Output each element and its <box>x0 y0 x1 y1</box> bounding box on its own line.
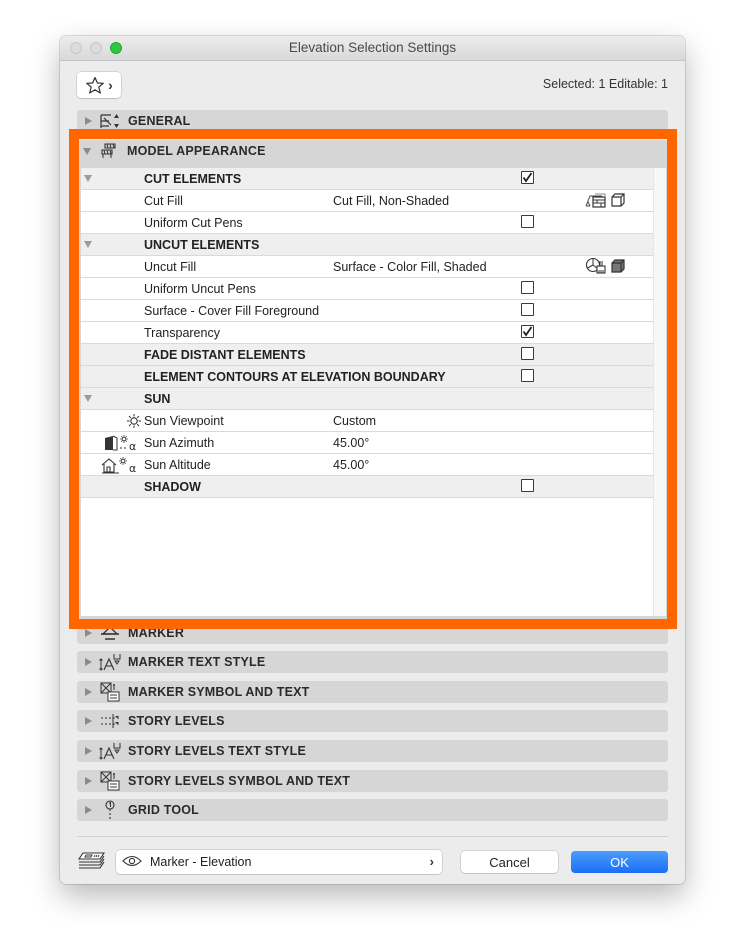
eye-icon <box>122 855 142 870</box>
sun-icon <box>101 411 143 431</box>
row-label: Sun Altitude <box>144 457 211 472</box>
tree-row-sun-azimuth[interactable] <box>81 432 653 454</box>
tree-row-cut-fill[interactable] <box>81 190 653 212</box>
tree-row-surface-cover-fill[interactable] <box>81 300 653 322</box>
panel-label: MARKER SYMBOL AND TEXT <box>128 685 310 699</box>
panel-label: GRID TOOL <box>128 803 200 817</box>
surface-color-fill-icon <box>585 257 607 277</box>
shaded-cube-icon <box>610 258 626 277</box>
row-value: Cut Fill, Non-Shaded <box>333 193 450 208</box>
panel-marker[interactable] <box>77 622 668 644</box>
tree-row-sun-altitude[interactable] <box>81 454 653 476</box>
collapse-triangle-icon <box>83 148 91 155</box>
panel-story-levels[interactable] <box>77 710 668 732</box>
panel-story-levels-symbol-and-text[interactable] <box>77 770 668 792</box>
symbol-text-icon <box>98 682 122 702</box>
svg-text:α: α <box>129 461 137 474</box>
shadow-checkbox[interactable] <box>521 479 534 492</box>
footer-divider <box>77 836 668 837</box>
surface-cover-fill-checkbox[interactable] <box>521 303 534 316</box>
panel-label: STORY LEVELS <box>128 714 225 728</box>
ok-button[interactable]: OK <box>571 851 668 873</box>
tree-group-uncut-elements[interactable] <box>81 234 653 256</box>
cancel-button[interactable]: Cancel <box>461 851 558 873</box>
expand-triangle-icon <box>85 806 92 814</box>
uniform-cut-pens-checkbox[interactable] <box>521 215 534 228</box>
collapse-triangle-icon[interactable] <box>84 175 92 182</box>
row-label: Uniform Cut Pens <box>144 215 243 230</box>
panel-grid-tool[interactable] <box>77 799 668 821</box>
row-label: ELEMENT CONTOURS AT ELEVATION BOUNDARY <box>144 369 446 384</box>
row-label: Sun Azimuth <box>144 435 215 450</box>
title-bar <box>60 36 685 61</box>
row-value[interactable]: Custom <box>333 413 377 428</box>
marker-icon <box>98 623 122 643</box>
row-label: FADE DISTANT ELEMENTS <box>144 347 306 362</box>
cut-fill-icon <box>585 191 607 211</box>
collapse-triangle-icon[interactable] <box>84 241 92 248</box>
panel-label: STORY LEVELS SYMBOL AND TEXT <box>128 774 351 788</box>
svg-text:α: α <box>129 439 137 452</box>
row-value[interactable]: 45.00° <box>333 457 370 472</box>
text-style-icon <box>98 741 122 761</box>
uniform-uncut-pens-checkbox[interactable] <box>521 281 534 294</box>
general-settings-icon <box>98 111 122 131</box>
panel-marker-text-style[interactable] <box>77 651 668 673</box>
panel-general[interactable] <box>77 110 668 132</box>
panel-label: MARKER TEXT STYLE <box>128 655 266 669</box>
text-style-icon <box>98 652 122 672</box>
grid-tool-icon <box>98 800 122 820</box>
settings-tree <box>81 168 654 616</box>
tree-scrollbar[interactable] <box>654 168 666 616</box>
window-title: Elevation Selection Settings <box>288 40 457 55</box>
tree-group-element-contours[interactable] <box>81 366 653 388</box>
panel-model-appearance <box>77 140 668 622</box>
cut-elements-checkbox[interactable] <box>521 171 534 184</box>
star-icon <box>85 76 105 95</box>
expand-triangle-icon <box>85 658 92 666</box>
panel-label: GENERAL <box>128 114 191 128</box>
panel-label: MODEL APPEARANCE <box>127 144 266 158</box>
tree-row-uncut-fill[interactable] <box>81 256 653 278</box>
expand-triangle-icon <box>85 777 92 785</box>
row-label: Surface - Cover Fill Foreground <box>144 303 320 318</box>
chevron-right-icon: › <box>108 77 113 93</box>
chevron-right-icon: › <box>429 854 434 869</box>
story-levels-icon <box>98 711 122 731</box>
panel-story-levels-text-style[interactable] <box>77 740 668 762</box>
row-label: Uniform Uncut Pens <box>144 281 256 296</box>
tree-group-cut-elements[interactable] <box>81 168 653 190</box>
tree-row-uniform-cut-pens[interactable] <box>81 212 653 234</box>
row-value[interactable]: 45.00° <box>333 435 370 450</box>
row-label: Uncut Fill <box>144 259 197 274</box>
row-label: Sun Viewpoint <box>144 413 224 428</box>
panel-model-appearance-header[interactable] <box>77 140 668 162</box>
panel-marker-symbol-and-text[interactable] <box>77 681 668 703</box>
fade-distant-checkbox[interactable] <box>521 347 534 360</box>
tree-group-shadow[interactable] <box>81 476 653 498</box>
settings-dialog <box>60 36 685 884</box>
row-value: Surface - Color Fill, Shaded <box>333 259 487 274</box>
expand-triangle-icon <box>85 629 92 637</box>
selection-count: Selected: 1 Editable: 1 <box>542 77 668 91</box>
non-shaded-cube-icon <box>610 192 626 211</box>
row-label: SUN <box>144 391 171 406</box>
expand-triangle-icon <box>85 717 92 725</box>
tree-group-sun[interactable] <box>81 388 653 410</box>
tree-row-uniform-uncut-pens[interactable] <box>81 278 653 300</box>
sun-altitude-icon <box>101 455 143 475</box>
symbol-text-icon <box>98 771 122 791</box>
favorites-button[interactable] <box>77 72 121 98</box>
expand-triangle-icon <box>85 117 92 125</box>
panel-label: STORY LEVELS TEXT STYLE <box>128 744 307 758</box>
view-selector-value: Marker - Elevation <box>150 855 252 869</box>
tree-row-transparency[interactable] <box>81 322 653 344</box>
row-label: Cut Fill <box>144 193 183 208</box>
collapse-triangle-icon[interactable] <box>84 395 92 402</box>
tree-row-sun-viewpoint[interactable] <box>81 410 653 432</box>
row-label: UNCUT ELEMENTS <box>144 237 260 252</box>
row-label: CUT ELEMENTS <box>144 171 242 186</box>
row-label: SHADOW <box>144 479 201 494</box>
sun-azimuth-icon <box>101 433 143 453</box>
panel-label: MARKER <box>128 626 185 640</box>
expand-triangle-icon <box>85 747 92 755</box>
expand-triangle-icon <box>85 688 92 696</box>
transparency-checkbox[interactable] <box>521 325 534 338</box>
row-label: Transparency <box>144 325 220 340</box>
element-contours-checkbox[interactable] <box>521 369 534 382</box>
view-selector[interactable] <box>116 850 442 874</box>
model-appearance-icon <box>97 141 121 161</box>
tree-group-fade-distant[interactable] <box>81 344 653 366</box>
layers-icon <box>78 851 106 878</box>
